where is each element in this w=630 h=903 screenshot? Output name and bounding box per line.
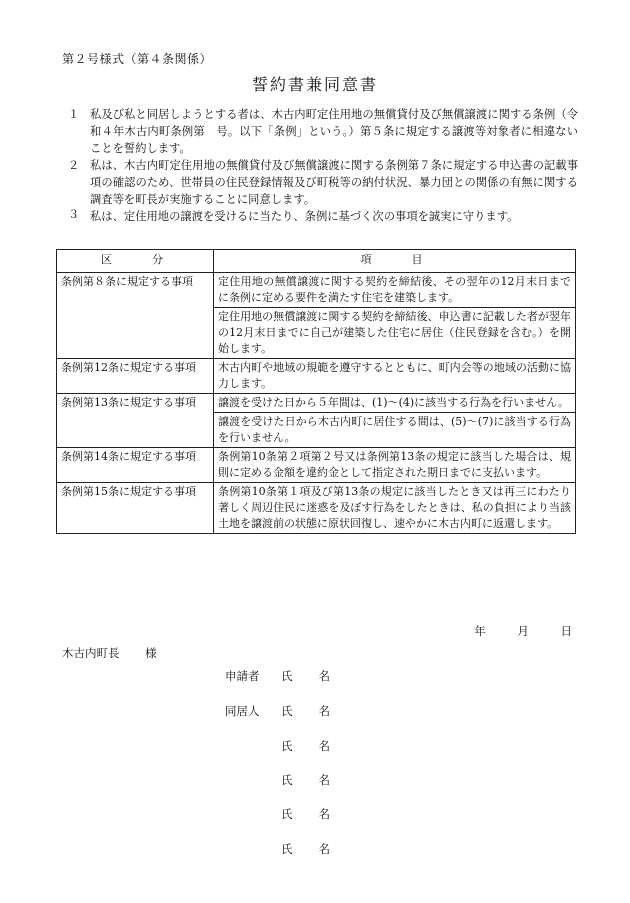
signature-role (225, 772, 281, 788)
addressee-name: 木古内町長 (62, 646, 120, 660)
signature-row-cohabitant (225, 806, 330, 822)
addressee-honorific: 様 (145, 646, 157, 660)
row-category: 条例第12条に規定する事項 (57, 359, 214, 394)
pledge-number: ３ (68, 208, 80, 221)
pledge-item (62, 206, 578, 228)
form-number: 第２号様式（第４条関係） (62, 52, 213, 66)
signature-role (225, 841, 281, 857)
row-item: 定住用地の無償譲渡に関する契約を締結後、申込書に記載した者が翌年の12月末日までに自己が建築した住宅に居住（住民登録を含む。）を開始します。 (214, 308, 576, 359)
row-category: 条例第８条に規定する事項 (57, 273, 214, 359)
table-row (57, 448, 576, 483)
obligations-table (56, 249, 576, 534)
signature-row-cohabitant (225, 841, 330, 857)
signature-row-cohabitant (225, 772, 330, 788)
signature-name-label: 氏 名 (281, 773, 330, 787)
row-item: 条例第10条第２項第２号又は条例第13条の規定に該当した場合は、規則に定める金額を違約金として指定された期日までに支払います。 (214, 448, 576, 483)
signature-role (225, 806, 281, 822)
row-item: 譲渡を受けた日から５年間は、(1)～(4)に該当する行為を行いません。 (214, 394, 576, 413)
row-item: 木古内町や地域の規範を遵守するとともに、町内会等の地域の活動に協力します。 (214, 359, 576, 394)
pledge-item (62, 106, 578, 157)
document-title: 誓約書兼同意書 (251, 75, 378, 94)
header-category: 区 分 (57, 250, 214, 273)
table-row (57, 483, 576, 534)
date-year-label: 年 (474, 624, 486, 638)
addressee (62, 645, 157, 661)
date-day-label: 日 (560, 624, 572, 638)
signature-name-label: 氏 名 (281, 842, 330, 856)
row-category: 条例第13条に規定する事項 (57, 394, 214, 448)
table-row (57, 273, 576, 308)
signature-name-label: 氏 名 (281, 669, 330, 683)
row-item: 譲渡を受けた日から木古内町に居住する間は、(5)～(7)に該当する行為を行いません。 (214, 413, 576, 448)
pledge-item (62, 157, 578, 208)
date-month-label: 月 (517, 624, 529, 638)
pledge-number: ２ (68, 159, 80, 172)
header-item: 項 目 (214, 250, 576, 273)
signature-name-label: 氏 名 (281, 807, 330, 821)
table-header-row (57, 250, 576, 273)
signature-role: 同居人 (225, 704, 260, 718)
table-row (57, 359, 576, 394)
table-row (57, 394, 576, 413)
pledge-text: 私は、定住用地の譲渡を受けるに当たり、条例に基づく次の事項を誠実に守ります。 (90, 210, 519, 223)
signature-role: 申請者 (225, 669, 260, 683)
signature-row-applicant (225, 668, 330, 684)
signature-role (225, 738, 281, 754)
date-line (446, 623, 572, 639)
signature-name-label: 氏 名 (281, 739, 330, 753)
signature-row-cohabitant (225, 703, 330, 719)
row-category: 条例第15条に規定する事項 (57, 483, 214, 534)
signature-name-label: 氏 名 (281, 704, 330, 718)
row-item: 定住用地の無償譲渡に関する契約を締結後、その翌年の12月末日までに条例に定める要件を満たす住宅を建築します。 (214, 273, 576, 308)
row-item: 条例第10条第１項及び第13条の規定に該当したとき又は再三にわたり著しく周辺住民に迷惑を及ぼす行為をしたときは、私の負担により当該土地を譲渡前の状態に原状回復し、速やかに木古内町に返還します。 (214, 483, 576, 534)
pledge-text: 私は、木古内町定住用地の無償貸付及び無償譲渡に関する条例第７条に規定する申込書の記載事項の確認のため、世帯員の住民登録情報及び町税等の納付状況、暴力団との関係の有無に関する調査等を町長が実施することに同意します。 (90, 159, 578, 206)
pledge-text: 私及び私と同居しようとする者は、木古内町定住用地の無償貸付及び無償譲渡に関する条例（令和４年木古内町条例第 号。以下「条例」という。）第５条に規定する譲渡等対象者に相違ないことを誓約します。 (90, 108, 578, 155)
signature-row-cohabitant (225, 738, 330, 754)
row-category: 条例第14条に規定する事項 (57, 448, 214, 483)
pledge-list (62, 106, 578, 228)
pledge-number: １ (68, 108, 80, 121)
